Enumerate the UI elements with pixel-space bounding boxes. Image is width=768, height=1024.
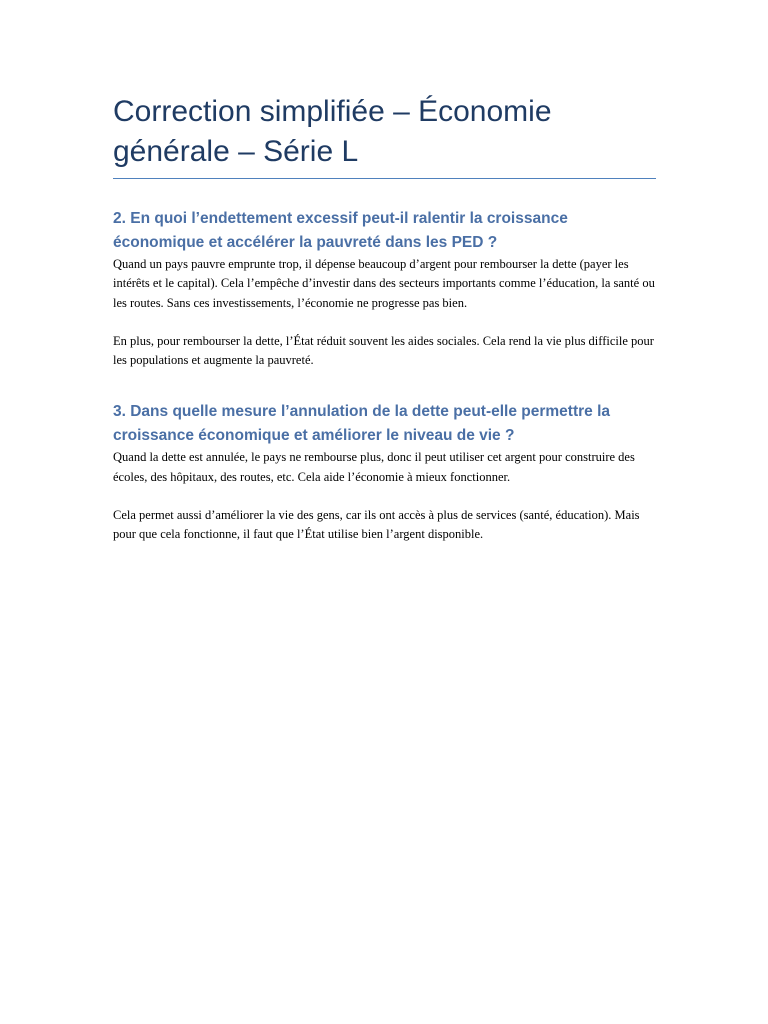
paragraph: Quand la dette est annulée, le pays ne rembourse plus, donc il peut utiliser cet argent pour construire des écoles, des hôpitaux, des routes, etc. Cela aide l’économie à mieux fonctionner. — [113, 450, 635, 484]
paragraph: Cela permet aussi d’améliorer la vie des gens, car ils ont accès à plus de services (santé, éducation). Mais pour que cela fonctionne, il faut que l’État utilise bien l’argent disponible. — [113, 508, 640, 542]
paragraph: Quand un pays pauvre emprunte trop, il dépense beaucoup d’argent pour rembourser la dette (payer les intérêts et le capital). Cela l’empêche d’investir dans des secteurs importants comme l’éducation, la santé ou les routes. Sans ces investissements, l’économie ne progresse pas bien. — [113, 257, 655, 310]
section-question-2 — [113, 207, 656, 370]
paragraph-spacer — [113, 487, 656, 506]
paragraph-spacer — [113, 313, 656, 332]
section-heading: 3. Dans quelle mesure l’annulation de la dette peut-elle permettre la croissance économique et améliorer le niveau de vie ? — [113, 403, 610, 445]
document-title: Correction simplifiée – Économie générale – Série L — [113, 92, 656, 179]
document-page — [113, 92, 656, 545]
section-heading: 2. En quoi l’endettement excessif peut-il ralentir la croissance économique et accélérer la pauvreté dans les PED ? — [113, 210, 568, 251]
section-question-3 — [113, 400, 656, 544]
paragraph: En plus, pour rembourser la dette, l’État réduit souvent les aides sociales. Cela rend la vie plus difficile pour les populations et augmente la pauvreté. — [113, 333, 654, 368]
